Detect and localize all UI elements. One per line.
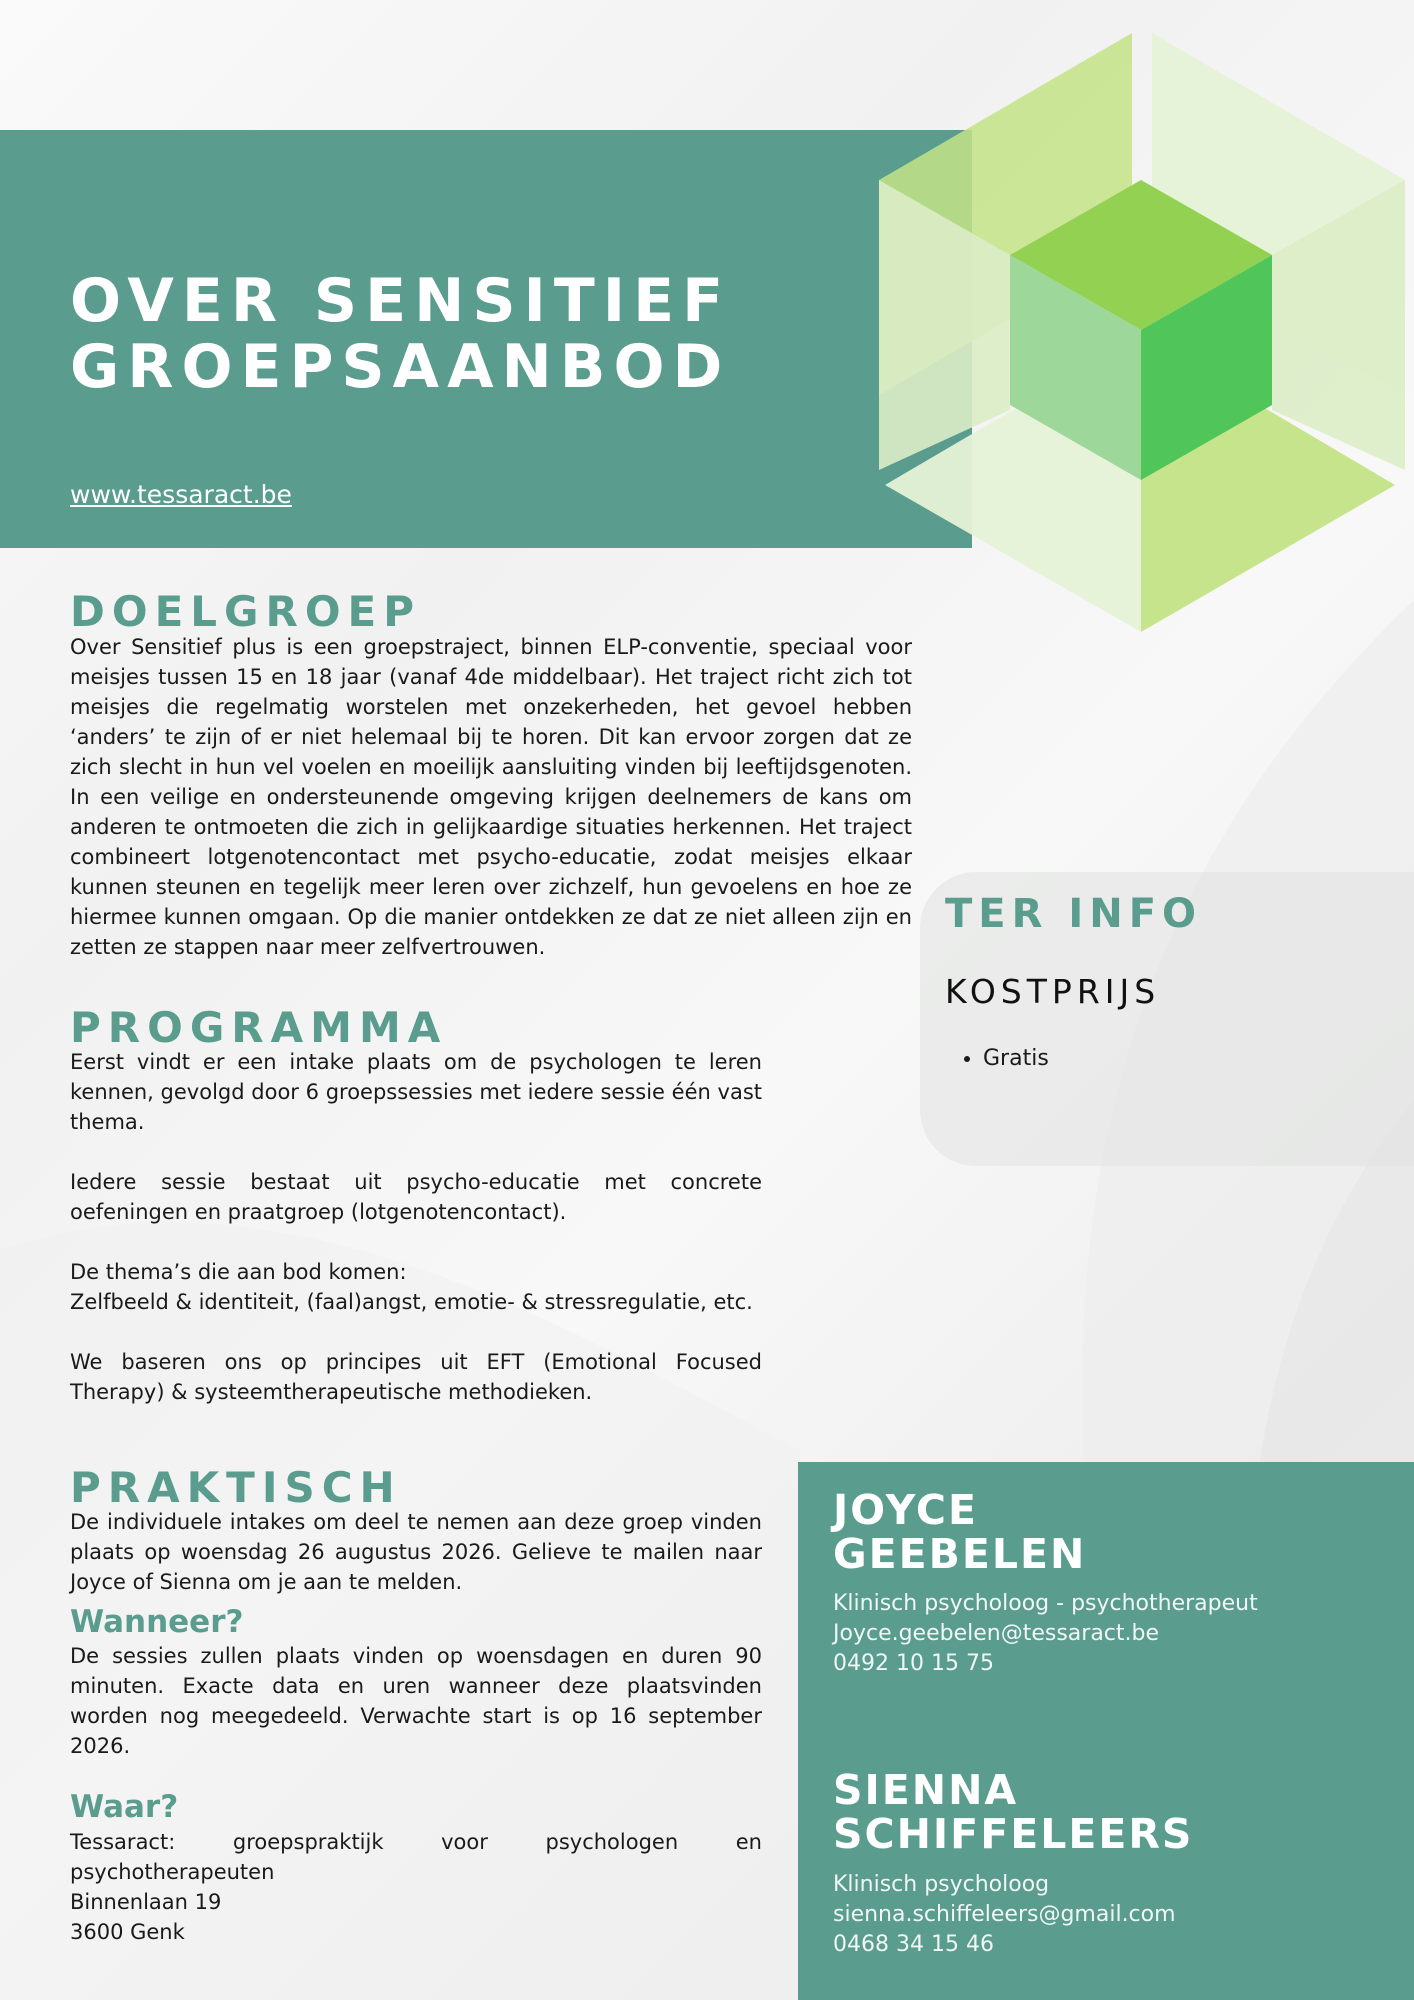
name-line-2: SCHIFFELEERS <box>833 1810 1194 1858</box>
info-heading: TER INFO <box>945 891 1203 937</box>
list-item: • Gratis <box>983 1046 1049 1071</box>
contact-role: Klinisch psycholoog - psychotherapeut <box>833 1591 1258 1616</box>
address-line-2: Binnenlaan 19 <box>70 1890 222 1914</box>
contact-name-sienna <box>833 1768 1193 1856</box>
contact-role: Klinisch psycholoog <box>833 1872 1050 1897</box>
praktisch-heading: PRAKTISCH <box>70 1463 402 1512</box>
contact-email[interactable]: Joyce.geebelen@tessaract.be <box>833 1621 1160 1646</box>
name-line-1: SIENNA <box>833 1766 1019 1814</box>
praktisch-text: De individuele intakes om deel te nemen aan deze groep vinden plaats op woensdag 26 augustus 2026. Gelieve te mailen naar Joyce of Sienna om je aan te melden. <box>70 1510 762 1594</box>
contact-email[interactable]: sienna.schiffeleers@gmail.com <box>833 1902 1176 1927</box>
name-line-1: JOYCE <box>833 1486 978 1534</box>
programma-paragraph-1: Eerst vindt er een intake plaats om de psychologen te leren kennen, gevolgd door 6 groepssessies met iedere sessie één vast thema. <box>70 1050 762 1134</box>
wanneer-heading: Wanneer? <box>70 1604 244 1640</box>
contact-phone[interactable]: 0468 34 15 46 <box>833 1932 994 1957</box>
themas-intro: De thema’s die aan bod komen: <box>70 1260 407 1284</box>
contact-details-sienna <box>833 1870 1176 1960</box>
programma-paragraph-2: Iedere sessie bestaat uit psycho-educatie met concrete oefeningen en praatgroep (lotgenotencontact). <box>70 1170 762 1224</box>
address-line-1: Tessaract: groepspraktijk voor psychologen en psychotherapeuten <box>70 1830 762 1884</box>
title-line-1: OVER SENSITIEF <box>70 266 732 336</box>
website-link[interactable]: www.tessaract.be <box>70 480 292 509</box>
themas-list: Zelfbeeld & identiteit, (faal)angst, emotie- & stressregulatie, etc. <box>70 1290 753 1314</box>
kostprijs-list <box>983 1046 1049 1071</box>
contact-details-joyce <box>833 1589 1258 1679</box>
doelgroep-heading: DOELGROEP <box>70 587 422 636</box>
programma-paragraph-4: We baseren ons op principes uit EFT (Emotional Focused Therapy) & systeemtherapeutische methodieken. <box>70 1350 762 1404</box>
tesseract-cube-graphic <box>870 28 1414 636</box>
address-line-3: 3600 Genk <box>70 1920 185 1944</box>
page-title <box>70 268 731 400</box>
title-line-2: GROEPSAANBOD <box>70 332 731 402</box>
contact-phone[interactable]: 0492 10 15 75 <box>833 1651 994 1676</box>
kostprijs-heading: KOSTPRIJS <box>945 972 1161 1011</box>
waar-heading: Waar? <box>70 1789 179 1825</box>
contact-name-joyce <box>833 1488 1086 1576</box>
doelgroep-text: Over Sensitief plus is een groepstraject, binnen ELP-conventie, speciaal voor meisjes tussen 15 en 18 jaar (vanaf 4de middelbaar). Het traject richt zich tot meisjes die regelmatig worstelen met onzekerheden, het gevoel hebben ‘anders’ te zijn of er niet helemaal bij te horen. Dit kan ervoor zorgen dat ze zich slecht in hun vel voelen en moeilijk aansluiting vinden bij leeftijdsgenoten. In een veilige en ondersteunende omgeving krijgen deelnemers de kans om anderen te ontmoeten die zich in gelijkaardige situaties herkennen. Het traject combineert lotgenotencontact met psycho-educatie, zodat meisjes elkaar kunnen steunen en tegelijk meer leren over zichzelf, hun gevoelens en hoe ze hiermee kunnen omgaan. Op die manier ontdekken ze dat ze niet alleen zijn en zetten ze stappen naar meer zelfvertrouwen. <box>70 635 912 959</box>
programma-paragraph-3 <box>70 1257 762 1317</box>
programma-heading: PROGRAMMA <box>70 1003 448 1052</box>
programma-text <box>70 1047 762 1407</box>
waar-address <box>70 1827 762 1947</box>
name-line-2: GEEBELEN <box>833 1530 1087 1578</box>
wanneer-text: De sessies zullen plaats vinden op woensdagen en duren 90 minuten. Exacte data en uren wanneer deze plaatsvinden worden nog meegedeeld. Verwachte start is op 16 september 2026. <box>70 1644 762 1758</box>
